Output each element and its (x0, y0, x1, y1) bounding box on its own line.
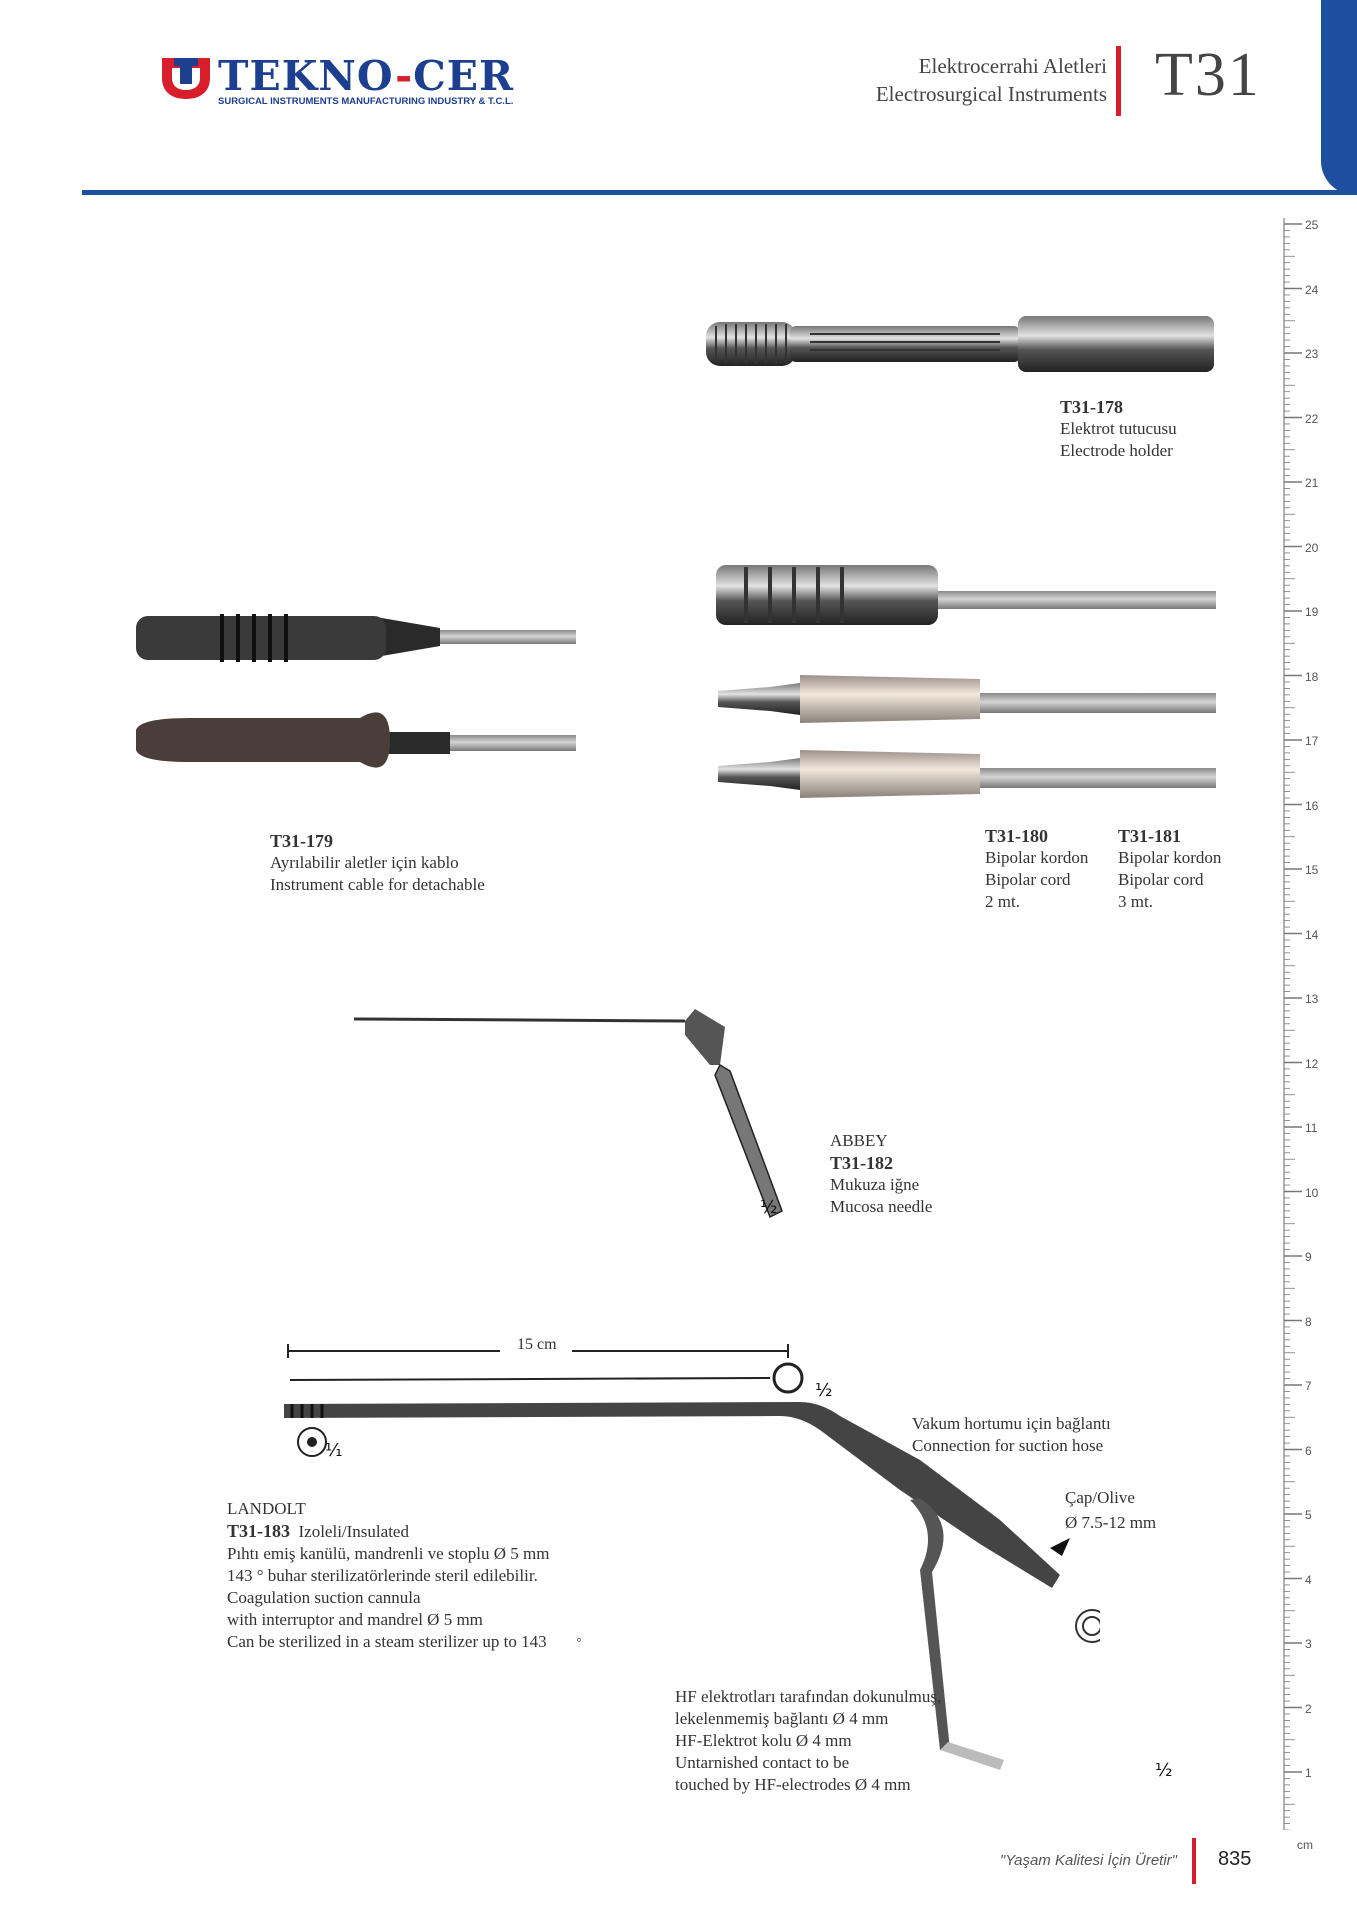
ruler-label: 13 (1305, 992, 1319, 1006)
callout-text-tr-3: HF-Elektrot kolu Ø 4 mm (675, 1731, 852, 1750)
degree-sign: ° (576, 1635, 582, 1649)
product-desc-en-1: Coagulation suction cannula (227, 1588, 421, 1607)
product-caption-t31-182 (830, 1130, 932, 1218)
brand-subtitle: SURGICAL INSTRUMENTS MANUFACTURING INDUSTRY & T.C.L. (218, 96, 514, 107)
brand-name-dash: - (395, 52, 414, 100)
callout-text-en: Connection for suction hose (912, 1436, 1104, 1455)
ruler-label: 5 (1305, 1508, 1312, 1522)
product-name-en: Bipolar cord (985, 870, 1071, 889)
ruler-label: 23 (1305, 347, 1319, 361)
ruler-label: 6 (1305, 1443, 1312, 1458)
ruler-label: 3 (1305, 1637, 1312, 1651)
product-brand: ABBEY (830, 1131, 888, 1150)
product-caption-t31-178 (1060, 396, 1177, 462)
product-name-tr: Elektrot tutucusu (1060, 419, 1177, 438)
category-title-tr: Elektrocerrahi Aletleri (918, 54, 1107, 78)
callout-text-en-1: Untarnished contact to be (675, 1753, 850, 1772)
product-code: T31-180 (985, 826, 1048, 846)
brand-name (218, 52, 514, 100)
product-caption-t31-183 (227, 1498, 581, 1653)
product-code: T31-178 (1060, 397, 1123, 417)
ruler-ticks (1283, 218, 1303, 1830)
ruler-label: 12 (1305, 1056, 1319, 1071)
scale-indicator-stopper: ½ (1155, 1760, 1173, 1781)
olive-size-callout (1065, 1487, 1156, 1534)
olive-label: Çap/Olive (1065, 1488, 1135, 1507)
callout-text-tr-2: lekelenmemiş bağlantı Ø 4 mm (675, 1709, 889, 1728)
product-code: T31-179 (270, 831, 333, 851)
product-code: T31-183 (227, 1521, 290, 1541)
product-desc-en-2: with interruptor and mandrel Ø 5 mm (227, 1610, 483, 1629)
ruler-label: 10 (1305, 1185, 1319, 1200)
section-code: T31 (1155, 41, 1261, 109)
product-desc-tr-1: Pıhtı emiş kanülü, mandrenli ve stoplu Ø 5 mm (227, 1544, 550, 1563)
length-dimension-label: 15 cm (517, 1336, 557, 1353)
ruler-label: 8 (1305, 1314, 1312, 1329)
page-number: 835 (1218, 1848, 1252, 1870)
ruler-label: 25 (1305, 218, 1319, 232)
callout-text-tr: Vakum hortumu için bağlantı (912, 1414, 1111, 1433)
product-name-en: Mucosa needle (830, 1197, 933, 1216)
category-title (876, 52, 1107, 108)
electrode-holder-image (700, 310, 1220, 380)
hf-contact-callout (675, 1686, 941, 1796)
ruler-label: 19 (1305, 605, 1319, 619)
brand-name-part-b: CER (413, 52, 515, 100)
brand-logo (160, 52, 515, 112)
product-caption-t31-179 (270, 830, 485, 896)
footer-slogan: "Yaşam Kalitesi İçin Üretir" (999, 1852, 1177, 1869)
callout-text-en-2: touched by HF-electrodes Ø 4 mm (675, 1775, 911, 1794)
ruler-label: 22 (1305, 411, 1319, 426)
product-name-en: Bipolar cord (1118, 870, 1204, 889)
category-title-en: Electrosurgical Instruments (875, 82, 1107, 106)
mucosa-needle-image (350, 995, 820, 1225)
brand-corner-bar (1321, 0, 1357, 195)
ruler-label: 20 (1305, 540, 1319, 555)
product-caption-t31-180 (985, 825, 1088, 913)
ruler-label: 16 (1305, 798, 1319, 813)
product-length: 2 mt. (985, 892, 1020, 911)
product-name-tr: Bipolar kordon (1118, 848, 1222, 867)
footer-separator (1192, 1838, 1196, 1884)
scale-indicator-tip: ⅟₁ (325, 1440, 343, 1461)
product-name-tr: Ayrılabilir aletler için kablo (270, 853, 459, 872)
ruler-unit-label: cm (1297, 1838, 1313, 1852)
product-desc-tr-2: 143 ° buhar sterilizatörlerinde steril edilebilir. (227, 1566, 538, 1585)
product-insulation: Izoleli/Insulated (298, 1522, 409, 1541)
ruler-label: 18 (1305, 669, 1319, 684)
ruler-label: 9 (1305, 1250, 1312, 1264)
product-length: 3 mt. (1118, 892, 1153, 911)
ruler-label: 2 (1305, 1701, 1312, 1716)
cm-ruler (1283, 218, 1329, 1830)
brand-name-part-a: TEKNO (218, 52, 396, 100)
product-code: T31-181 (1118, 826, 1181, 846)
ruler-label: 7 (1305, 1379, 1312, 1393)
ruler-label: 4 (1305, 1572, 1312, 1587)
product-name-en: Instrument cable for detachable (270, 875, 485, 894)
olive-size: Ø 7.5-12 mm (1065, 1513, 1157, 1532)
suction-hose-callout (912, 1413, 1111, 1457)
scale-indicator: ½ (760, 1197, 778, 1218)
ruler-label: 17 (1305, 734, 1319, 748)
header-divider (82, 190, 1357, 195)
callout-text-tr-1: HF elektrotları tarafından dokunulmuş, (675, 1687, 942, 1706)
product-brand: LANDOLT (227, 1499, 306, 1518)
instrument-cable-image (130, 600, 580, 800)
logo-mark-icon (160, 54, 212, 100)
ruler-label: 1 (1305, 1766, 1312, 1780)
ruler-label: 24 (1305, 282, 1319, 297)
product-caption-t31-181 (1118, 825, 1221, 913)
product-name-tr: Bipolar kordon (985, 848, 1089, 867)
ruler-label: 14 (1305, 927, 1319, 942)
bipolar-cord-image (710, 555, 1220, 805)
ruler-label: 11 (1305, 1121, 1318, 1135)
ruler-label: 15 (1305, 863, 1319, 877)
product-code: T31-182 (830, 1153, 893, 1173)
product-desc-en-3: Can be sterilized in a steam sterilizer up to 143 (227, 1632, 547, 1651)
category-separator (1116, 46, 1121, 116)
product-name-en: Electrode holder (1060, 441, 1173, 460)
ruler-label: 21 (1305, 476, 1319, 490)
scale-indicator-mandrel: ½ (815, 1380, 833, 1401)
product-name-tr: Mukuza iğne (830, 1175, 920, 1194)
